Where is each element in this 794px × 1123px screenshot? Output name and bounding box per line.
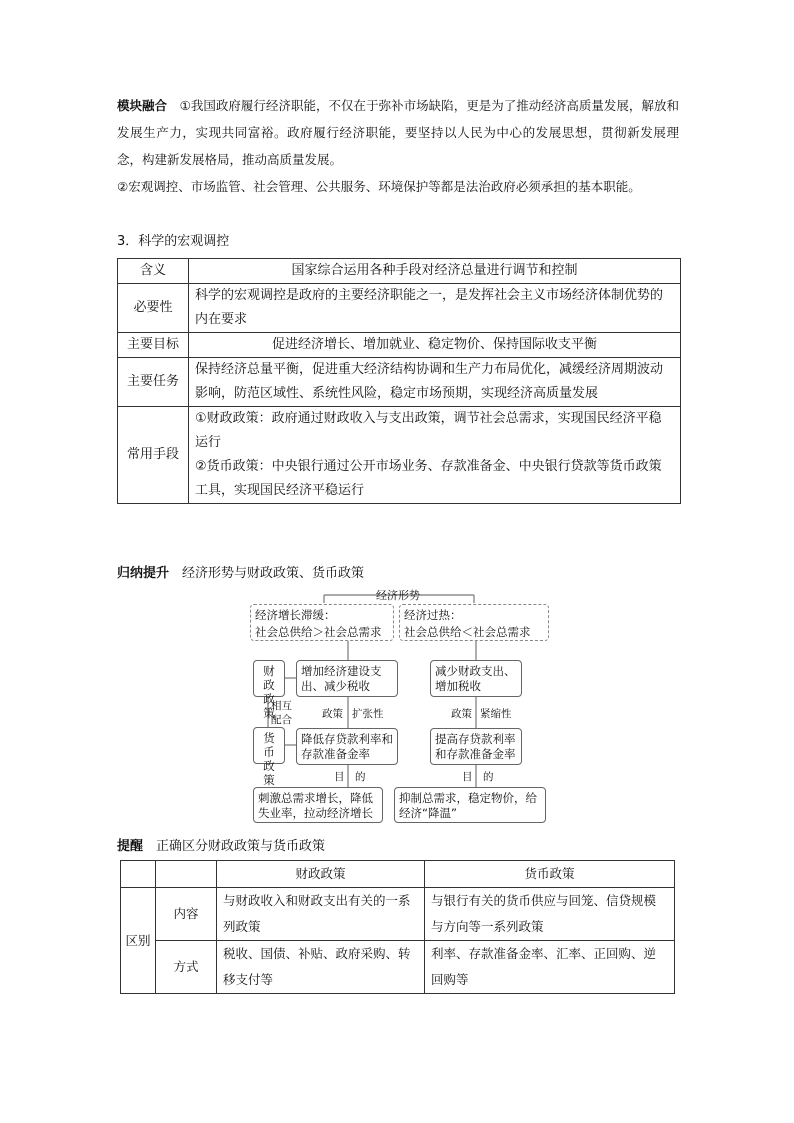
table-row	[121, 888, 675, 941]
col-header-fiscal: 财政政策	[217, 861, 425, 888]
right-goal-box: 抑制总需求，稳定物价，给经济“降温”	[394, 787, 546, 823]
diagram-top-label: 经济形势	[376, 589, 420, 602]
reminder-label: 提醒	[117, 839, 144, 854]
left-condition-line1: 经济增长滞缓：	[255, 608, 336, 622]
row-content: 保持经济总量平衡，促进重大经济结构协调和生产力布局优化，减缓经济周期波动影响，防范区域性、系统性风险，稳定市场预期，实现经济高质量发展	[189, 358, 681, 407]
row-label: 内容	[156, 888, 217, 941]
table-row	[121, 941, 675, 994]
section3-title: 3．科学的宏观调控	[117, 234, 230, 249]
module-text-2: ②宏观调控、市场监管、社会管理、公共服务、环境保护等都是法治政府必须承担的基本职能。	[117, 179, 641, 194]
right-monetary-box: 提高存贷款利率和存款准备金率	[430, 728, 522, 765]
monetary-label-box: 货币政策	[253, 727, 285, 764]
left-purpose-label: 目 的	[334, 771, 366, 783]
row-label: 主要任务	[118, 358, 189, 407]
right-policy-word: 政策	[451, 708, 472, 720]
left-monetary-box: 降低存贷款利率和存款准备金率	[296, 728, 398, 765]
cell-monetary-method: 利率、存款准备金率、汇率、正回购、逆回购等	[425, 941, 675, 994]
row-label: 常用手段	[118, 407, 189, 504]
cell-fiscal-content: 与财政收入和财政支出有关的一系列政策	[217, 888, 425, 941]
row-content	[189, 407, 681, 504]
module-text-1: ①我国政府履行经济职能，不仅在于弥补市场缺陷，更是为了推动经济高质量发展，解放和发展生产力，实现共同富裕。政府履行经济职能，要坚持以人民为中心的发展思想，贯彻新发展理念，构建新发展格局，推动高质量发展。	[117, 98, 679, 167]
row-content: 科学的宏观调控是政府的主要经济职能之一，是发挥社会主义市场经济体制优势的内在要求	[189, 284, 681, 333]
table-row	[118, 358, 681, 407]
reminder-title: 正确区分财政政策与货币政策	[156, 839, 326, 854]
table-row	[118, 284, 681, 333]
module-label: 模块融合	[117, 98, 168, 113]
row-content: 国家综合运用各种手段对经济总量进行调节和控制	[189, 259, 681, 284]
row-label: 必要性	[118, 284, 189, 333]
policy-compare-table	[120, 860, 675, 994]
module-paragraph-1	[117, 92, 679, 173]
fiscal-means: ①财政政策：政府通过财政收入与支出政策，调节社会总需求，实现国民经济平稳运行	[195, 411, 662, 450]
contractionary-label: 紧缩性	[480, 708, 512, 720]
left-goal-box: 刺激总需求增长，降低失业率，拉动经济增长	[253, 787, 383, 823]
left-fiscal-box: 增加经济建设支出、减少税收	[296, 660, 398, 697]
left-condition-line2: 社会总供给＞社会总需求	[255, 625, 382, 639]
expansionary-label: 扩张性	[352, 708, 384, 720]
corner-cell	[156, 861, 217, 888]
module-paragraph-2	[117, 173, 679, 200]
right-fiscal-box: 减少财政支出、增加税收	[430, 660, 522, 697]
summary-title: 经济形势与财政政策、货币政策	[182, 566, 365, 581]
group-label: 区别	[121, 888, 156, 994]
fiscal-label-box: 财政政策	[253, 660, 285, 697]
reminder-heading	[117, 835, 325, 854]
table-row	[118, 333, 681, 358]
cell-monetary-content: 与银行有关的货币供应与回笼、信贷规模与方向等一系列政策	[425, 888, 675, 941]
corner-cell	[121, 861, 156, 888]
table-row	[118, 259, 681, 284]
left-policy-word: 政策	[322, 708, 343, 720]
summary-label: 归纳提升	[117, 566, 170, 581]
cell-fiscal-method: 税收、国债、补贴、政府采购、转移支付等	[217, 941, 425, 994]
left-condition-box	[250, 604, 394, 641]
row-label: 方式	[156, 941, 217, 994]
mutual-label: 相互配合	[271, 700, 292, 726]
right-condition-line1: 经济过热：	[404, 608, 462, 622]
row-label: 主要目标	[118, 333, 189, 358]
col-header-monetary: 货币政策	[425, 861, 675, 888]
table-row	[118, 407, 681, 504]
row-content: 促进经济增长、增加就业、稳定物价、保持国际收支平衡	[189, 333, 681, 358]
monetary-means: ②货币政策：中央银行通过公开市场业务、存款准备金、中央银行贷款等货币政策工具，实现国民经济平稳运行	[195, 459, 662, 498]
row-label: 含义	[118, 259, 189, 284]
table-header-row	[121, 861, 675, 888]
right-condition-box	[399, 604, 549, 641]
summary-heading	[117, 562, 364, 581]
right-condition-line2: 社会总供给＜社会总需求	[404, 625, 531, 639]
right-purpose-label: 目 的	[462, 771, 494, 783]
macro-control-table	[117, 258, 681, 504]
